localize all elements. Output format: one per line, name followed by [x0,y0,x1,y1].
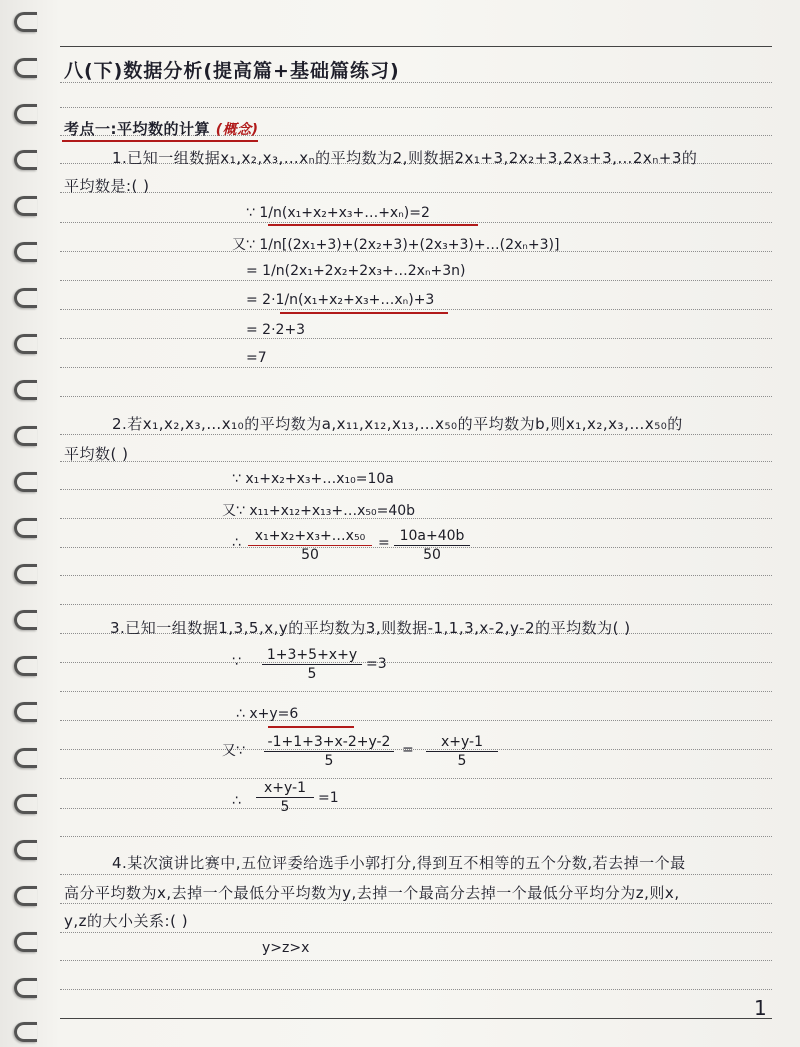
denominator: 5 [307,666,317,682]
q3-step2: ∴ x+y=6 [236,706,299,722]
ring-icon [14,794,37,814]
q1-step2: 又∵ 1/n[(2x₁+3)+(2x₂+3)+(2x₃+3)+…(2xₙ+3)] [232,237,560,253]
q3-step3-prefix: 又∵ [222,743,245,759]
q3-fraction1 [262,647,362,682]
ring-icon [14,58,37,78]
numerator: x₁+x₂+x₃+…x₅₀ [248,528,372,546]
ruled-line [60,518,772,519]
q2-step3-prefix: ∴ [232,535,241,551]
q2-line2: 平均数( ) [64,445,129,463]
ruled-line [60,338,772,339]
ring-icon [14,1022,37,1042]
q4-line2: 高分平均数为x,去掉一个最低分平均数为y,去掉一个最高分去掉一个最低分平均分为z,则x, [64,884,680,902]
ring-icon [14,196,37,216]
q3-fraction2 [264,734,394,769]
ruled-line [60,489,772,490]
q1-step3: = 1/n(2x₁+2x₂+2x₃+…2xₙ+3n) [246,263,466,279]
ruled-line [60,280,772,281]
heading-underline [62,140,258,142]
q2-step1: ∵ x₁+x₂+x₃+…x₁₀=10a [232,471,394,487]
spiral-binding [0,0,46,1047]
ring-icon [14,518,37,538]
ring-icon [14,150,37,170]
q4-line1: 4.某次演讲比赛中,五位评委给选手小郭打分,得到互不相等的五个分数,若去掉一个最 [112,854,686,872]
section-tag: (概念) [215,122,259,138]
q3-step4-prefix: ∴ [232,793,241,809]
ring-icon [14,334,37,354]
q1-step1: ∵ 1/n(x₁+x₂+x₃+…+xₙ)=2 [246,205,430,221]
ring-icon [14,242,37,262]
ruled-line [60,960,772,961]
q3-step1-prefix: ∵ [232,654,241,670]
q1-line2: 平均数是:( ) [64,177,150,195]
ring-icon [14,748,37,768]
ruled-line [60,461,772,462]
q1-step6: =7 [246,350,267,366]
ruled-line [60,575,772,576]
ruled-line [60,604,772,605]
q2-line1: 2.若x₁,x₂,x₃,…x₁₀的平均数为a,x₁₁,x₁₂,x₁₃,…x₅₀的平均数为b,则x₁,x₂,x₃,…x₅₀的 [112,415,683,433]
bottom-rule [60,1018,772,1019]
ring-icon [14,656,37,676]
denominator: 50 [301,547,319,563]
q1-step4: = 2·1/n(x₁+x₂+x₃+…xₙ)+3 [246,292,435,308]
ruled-line [60,662,772,663]
q1-step5: = 2·2+3 [246,322,306,338]
ruled-line [60,222,772,223]
q3-line1: 3.已知一组数据1,3,5,x,y的平均数为3,则数据-1,1,3,x-2,y-2的平均数为( ) [110,619,631,637]
q2-fraction-left [248,528,372,563]
q2-fraction-right [394,528,470,563]
q3-fraction3 [426,734,498,769]
ring-icon [14,12,37,32]
ruled-line [60,434,772,435]
ruled-line [60,778,772,779]
ring-icon [14,978,37,998]
denominator: 5 [324,753,334,769]
q3-underline [268,726,354,728]
section-heading-text: 考点一:平均数的计算 [64,120,210,138]
ruled-line [60,932,772,933]
numerator: x+y-1 [256,780,314,798]
ruled-line [60,107,772,108]
top-rule [60,46,772,47]
q1-underline2 [280,312,448,314]
numerator: x+y-1 [426,734,498,752]
ruled-line [60,367,772,368]
ring-icon [14,610,37,630]
page-title: 八(下)数据分析(提高篇+基础篇练习) [64,60,400,82]
ring-icon [14,932,37,952]
q2-step2: 又∵ x₁₁+x₁₂+x₁₃+…x₅₀=40b [222,503,416,519]
ring-icon [14,288,37,308]
ruled-line [60,989,772,990]
q3-step1-rhs: =3 [366,656,387,672]
ring-icon [14,702,37,722]
q4-answer: y>z>x [262,940,310,956]
q1-line1: 1.已知一组数据x₁,x₂,x₃,…xₙ的平均数为2,则数据2x₁+3,2x₂+3,2x₃+3,…2xₙ+3的 [112,149,698,167]
ruled-line [60,808,772,809]
numerator: 10a+40b [394,528,470,546]
ruled-line [60,749,772,750]
ruled-line [60,192,772,193]
ring-icon [14,886,37,906]
numerator: 1+3+5+x+y [262,647,362,665]
ruled-line [60,874,772,875]
q3-fraction4 [256,780,314,815]
ring-icon [14,380,37,400]
ring-icon [14,840,37,860]
ring-icon [14,564,37,584]
numerator: -1+1+3+x-2+y-2 [264,734,394,752]
ring-icon [14,472,37,492]
ruled-line [60,396,772,397]
ruled-line [60,836,772,837]
q2-equals: = [378,535,390,551]
ruled-line [60,720,772,721]
q3-equals: = [402,742,414,758]
q1-underline1 [268,224,478,226]
ring-icon [14,104,37,124]
denominator: 5 [280,799,290,815]
ruled-line [60,691,772,692]
denominator: 50 [423,547,441,563]
page-number: 1 [754,996,767,1020]
ruled-line [60,903,772,904]
denominator: 5 [457,753,467,769]
q4-line3: y,z的大小关系:( ) [64,912,189,930]
ring-icon [14,426,37,446]
q3-step4-rhs: =1 [318,790,339,806]
ruled-line [60,309,772,310]
section-heading [64,118,259,139]
